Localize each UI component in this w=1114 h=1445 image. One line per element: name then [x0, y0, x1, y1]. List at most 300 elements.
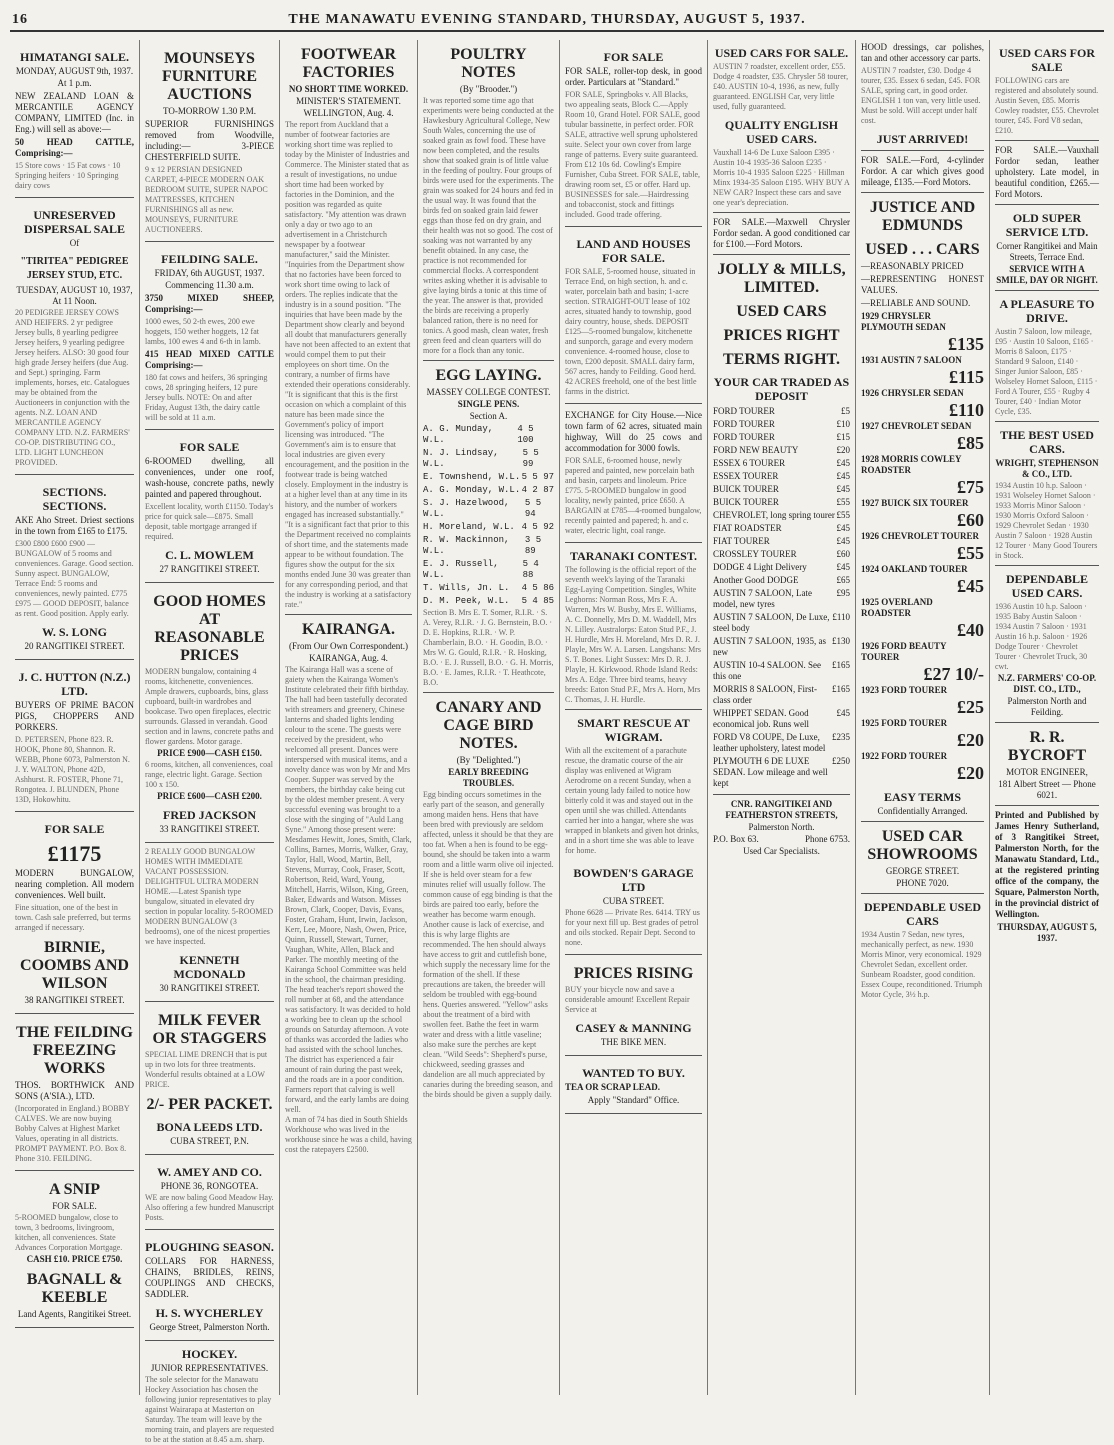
car-row-price: £235	[832, 732, 850, 742]
car-row-price: £45	[836, 536, 850, 546]
car-row	[713, 635, 850, 659]
section-heading: SINGLE PENS.	[457, 399, 520, 409]
filler-text: Egg binding occurs sometimes in the early part of the season, and generally among maiden hens. Hens that have been bred with previously are seldom affected, unless it should be that they are too fat. When a hen is found to be egg-bound, she should be taken into a warm room and a little warm olive oil injected. If she is held over steam for a few minutes relief will usually follow. The common cause of egg binding is that the birds are paired too early, before the weather has become warm enough. Another cause is lack of exercise, and this is why large flights are recommended. The hen should always have access to grit and cuttlefish bone, which supply the necessary lime for the formation of the shell. If these precautions are taken, the breeder will seldom be troubled with egg-bound hens. Queries answered. "Yellow" asks about the treatment of a bird with swollen feet. Bathe the feet in warm water and dress with a little vaseline; also make sure the perches are kept clean. "Wild Seeds": Shepherd's purse, chickweed, seeding grasses and dandelion are all much appreciated by canaries during the breeding season, and the birds should be given a supply daily.	[423, 790, 554, 1099]
divider	[995, 140, 1099, 141]
divider	[713, 254, 850, 255]
score-row-label: E. Townshend, W.L.	[423, 472, 521, 482]
article-subheading-2: MINISTER'S STATEMENT.	[296, 96, 401, 106]
article-dateline: KAIRANGA, Aug. 4.	[309, 653, 388, 663]
car-row-label: CHEVROLET, long spring tourer	[713, 510, 835, 520]
score-row	[423, 497, 554, 521]
agent-name: W. S. LONG	[42, 625, 107, 639]
mounseys-ad	[145, 40, 274, 242]
filler-text: Fine situation, one of the best in town. Cash sale preferred, but terms arranged if necessary.	[15, 903, 131, 932]
score-row	[423, 595, 554, 608]
filler-text: 1936 Austin 10 h.p. Saloon · 1935 Baby Austin Saloon · 1934 Austin 7 Saloon · 1931 Austin 16 h.p. Saloon · 1926 Dodge Tourer · Chevrolet Tourer · Chevrolet Truck, 30 cwt.	[995, 602, 1088, 671]
car-price-row-label: 1926 CHEVROLET TOURER	[861, 531, 980, 541]
ford-ad: FOR SALE.—Ford, 4-cylinder Fordor. A car which gives good mileage, £135.—Ford Motors.	[861, 155, 984, 187]
score-row-price: 4 2 87	[521, 485, 554, 495]
divider	[995, 805, 1099, 806]
car-price-row-label: 1929 CHRYSLER PLYMOUTH SEDAN	[861, 311, 946, 332]
car-row-price: £5	[841, 406, 850, 416]
vauxhall-ad: FOR SALE.—Vauxhall Fordor sedan, leather upholstery. Late model, in beautiful condition, £265.—Ford Motors.	[995, 145, 1099, 199]
filler-text: The following is the official report of the seventh week's laying of the Taranaki Egg-Laying Competition. Singles, White Leghorns: Norman Ross, Mrs F. A. Warren, Mrs W. Busby, Mrs E. Williams, A. C. Donnelly, Mrs D. M. Waddell, Mrs N. Lilley. Australorps: Eaton Stud P.F., J. H. Hurdle, Mrs H. Moreland, Mrs D. R. J. Playle, Mrs W. A. Larsen. Langshans: Mrs S. T. Bones. Light Sussex: Mrs D. R. J. Playle, H. Kirkwood. Rhode Island Reds: Mrs A. Edge. Three bird teams, heavy breeds: Eaton Stud P.F., Mrs A. Horn, Mrs C. Thomas, J. H. Hurdle.	[565, 565, 701, 704]
divider	[713, 212, 850, 213]
best-dealer: WRIGHT, STEPHENSON & CO., LTD.	[995, 458, 1099, 479]
car-row-price: £45	[836, 471, 850, 481]
agent-name: BAGNALL & KEEBLE	[26, 1271, 123, 1306]
score-row-label: H. Moreland, W.L.	[423, 522, 515, 532]
car-row-label: ESSEX 6 TOURER	[713, 458, 786, 468]
showrooms-address: GEORGE STREET.	[885, 866, 960, 876]
kairanga-article	[285, 621, 412, 1155]
car-row-label: FORD NEW BEAUTY	[713, 445, 799, 455]
car-row-label: AUSTIN 7 SALOON, De Luxe, steel body	[713, 612, 830, 633]
car-price-row	[861, 355, 984, 388]
milk-fever-ad	[145, 1002, 274, 1155]
filler-text: 1934 Austin 10 h.p. Saloon · 1931 Wolseley Hornet Saloon · 1933 Morris Minor Saloon · 1930 Morris Oxford Saloon · 1929 Chevrolet Sedan · 1930 Austin 7 Saloon · 1928 Austin 12 Tourer · Many Good Tourers in Stock.	[995, 481, 1098, 560]
car-row	[713, 561, 850, 574]
article-subheading: MASSEY COLLEGE CONTEST.	[426, 387, 551, 397]
car-price-row-label: 1928 MORRIS COWLEY ROADSTER	[861, 454, 962, 475]
footwear-article	[285, 46, 412, 610]
ad-lot: 3750 MIXED SHEEP, Comprising:—	[145, 293, 274, 314]
agent-name: BIRNIE, COOMBS AND WILSON	[20, 939, 129, 992]
article-subheading: (From Our Own Correspondent.)	[289, 641, 408, 651]
divider	[713, 794, 850, 795]
filler-text: The Kairanga Hall was a scene of gaiety when the Kairanga Women's Institute celebrated their fifth birthday. The hall had been tastefully decorated with streamers and greenery, Chinese lanterns and shaded lights lending colour to the scene. The guests were received by the president, who welcomed all present. Dances were interspersed with musical items, and a novelty dance was won by Mr and Mrs Cooper. Supper was served by the members, the birthday cake being cut by the oldest member present. A very successful evening was brought to a close with the singing of "Auld Lang Syne." Among those present were: Mesdames Hewitt, Jones, Smith, Clark, Collins, Barnes, Morris, Walker, Gray, Taylor, Hall, Wood, Martin, Bell, Stevens, Murray, Cook, Fraser, Scott, Robertson, Reid, Ward, Young, Mitchell, Harris, Wilson, King, Green, Baker, Edwards and Watson. Misses Brown, Clark, Cooper, Davis, Evans, Foster, Graham, Hunt, Irwin, Jackson, Kerr, Lee, Moore, Nash, Owen, Price, Quinn, Russell, Stewart, Turner, Vaughan, White, Allen, Black and Parker. The monthly meeting of the Kairanga School Committee was held in the school, the chairman presiding. The head teacher's report showed the roll number at 68, and the attendance was satisfactory. It was decided to hold a working bee to clean up the school grounds on Saturday afternoon. A vote of thanks was accorded the ladies who had assisted with the school lunches. The district has experienced a fair amount of rain during the past week, and the roads are in a poor condition. Farmers report that calving is well forward, and the early lambs are doing well.	[285, 665, 412, 1114]
car-row-price: £95	[836, 588, 850, 598]
ad-date: FRIDAY, 6th AUGUST, 1937.	[154, 268, 265, 278]
car-price-row	[861, 311, 984, 355]
car-row-label: FIAT ROADSTER	[713, 523, 782, 533]
page-number: 16	[12, 12, 28, 27]
ad-heading: SECTIONS. SECTIONS.	[42, 485, 107, 513]
dealer-box: P.O. Box 63.	[713, 834, 759, 844]
car-row	[713, 522, 850, 535]
car-row-label: FIAT TOURER	[713, 536, 770, 546]
divider	[861, 821, 984, 822]
car-price-row-label: 1926 FORD BEAUTY TOURER	[861, 641, 947, 662]
section-heading: USED CARS FOR SALE.	[714, 46, 849, 60]
car-price-row-price: £110	[948, 400, 984, 420]
filler-text: 1000 ewes, 50 2-th ewes, 200 ewe hoggets, 150 wether hoggets, 12 fat lambs, 100 ewes 4 and 6-th in lamb.	[145, 317, 261, 346]
car-row	[713, 496, 850, 509]
filler-text: With all the excitement of a parachute rescue, the dramatic course of the air display was enlivened at Wigram Aerodrome on a recent Sunday, when a certain young lady failed to notice how bitterly cold it was and stayed out in the open until she was chilled. Attendants carried her into a hangar, where she was wrapped in blankets and given hot drinks, and in a short time she was able to leave for home.	[565, 746, 699, 855]
traded-heading: YOUR CAR TRADED AS DEPOSIT	[713, 375, 850, 403]
section-subheading: Section A.	[469, 411, 508, 421]
car-price-row-price: £27 10/-	[923, 664, 984, 684]
dealer-name: JUSTICE AND EDMUNDS	[869, 199, 976, 234]
car-price-row-price: £45	[957, 576, 984, 596]
score-row-label: E. J. Russell, W.L.	[423, 559, 499, 580]
dep-heading: DEPENDABLE USED CARS.	[1005, 572, 1088, 600]
divider	[565, 709, 702, 710]
filler-text: AUSTIN 7 roadster, excellent order, £55. Dodge 4 roadster, £35. Chrysler 58 tourer, £40. AUSTIN 10-4, 1936, as new, fully guaranteed. ENGLISH Car, very little used, fully guaranteed.	[713, 62, 849, 111]
ad-apply: Apply "Standard" Office.	[587, 1095, 680, 1105]
car-row	[713, 548, 850, 561]
himatangi-sale-ad	[15, 40, 134, 198]
ad-price: PRICE £600—CASH £200.	[157, 791, 262, 801]
ad-text: BUYERS OF PRIME BACON PIGS, CHOPPERS AND PORKERS.	[15, 700, 134, 732]
egg-laying-results	[423, 367, 554, 688]
ad-heading: UNRESERVED DISPERSAL SALE	[23, 208, 126, 236]
car-row-price: £250	[832, 756, 850, 766]
car-row	[713, 574, 850, 587]
car-row-price: £130	[832, 636, 850, 646]
canary-article	[423, 699, 554, 1100]
divider	[423, 692, 554, 693]
car-price-row-price: £60	[957, 510, 984, 530]
car-row-price: £60	[836, 549, 850, 559]
filler-text: 20 PEDIGREE JERSEY COWS AND HEIFERS. 2 yr pedigree Jersey bulls, 8 yearling pedigree Jersey heifers, 9 yearling pedigree Jersey heifers. ALSO: 30 good four high grade Jersey heifers (due Aug. and Sept.) springing. Farm implements, horses, etc. Catalogues may be obtained from the Auctioneers in conjunction with the agents. N.Z. LOAN AND MERCANTILE AGENCY COMPANY LTD. N.Z. FARMERS' CO-OP. DISTRIBUTING CO., LTD. LIGHT LUNCHEON PROVIDED.	[15, 308, 130, 467]
divider	[861, 150, 984, 151]
dealer-address: Corner Rangitikei and Main Streets, Terrace End.	[996, 241, 1098, 262]
prices-rising-ad	[565, 955, 702, 1056]
divider	[995, 722, 1099, 723]
car-price-row-price: £85	[957, 433, 984, 453]
car-price-row-label: 1922 FORD TOURER	[861, 751, 948, 761]
used-cars-heading: USED . . . CARS	[865, 241, 980, 258]
score-row-price: 3 5 89	[524, 535, 542, 556]
car-row-label: AUSTIN 7 SALOON, Late model, new tyres	[713, 588, 812, 609]
score-row-label: T. Wills, Jn. L.	[423, 583, 510, 593]
car-price-row-label: 1927 CHEVROLET SEDAN	[861, 421, 972, 431]
article-byline: (By "Delighted.")	[456, 755, 521, 765]
article-heading: HOCKEY.	[181, 1347, 238, 1361]
column-5	[560, 40, 708, 1395]
poultry-article	[423, 46, 554, 356]
hutton-ad	[15, 660, 134, 812]
filler-text: D. PETERSEN, Phone 823. R. HOOK, Phone 80, Shannon. R. WEBB, Phone 6073, Palmerston N. J. Y. WALTON, Phone 42D, Ashhurst. R. FOSTER, Phone 71, Rongotea. J. BLUNDEN, Phone 13D, Hokowhitu.	[15, 735, 130, 804]
filler-text: WE are now baling Good Meadow Hay. Also offering a few hundred Manuscript Posts.	[145, 1193, 274, 1222]
score-row-price: 5 4 88	[522, 559, 539, 580]
dependable-heading: DEPENDABLE USED CARS	[863, 900, 982, 928]
ad-sub: Of	[69, 238, 80, 248]
quality-heading: QUALITY ENGLISH USED CARS.	[724, 118, 839, 146]
exchange-ad	[565, 404, 702, 543]
filler-text: £300 £800 £600 £900 — BUNGALOW of 5 rooms and conveniences. Garage. Good section. Sunny aspect. BUNGALOW, Terrace End: 5 rooms and conveniences, newly painted. £775 £975 — GOOD DEPOSIT, balance as rent. Good position. Apply early.	[15, 539, 134, 618]
filler-text: Phone 6628 — Private Res. 6414. TRY us for your next fill up. Best grades of petrol and oils stocked. Repair Dept. Second to none.	[565, 908, 700, 947]
hood-ad: HOOD dressings, car polishes, tan and other accessory car parts.	[861, 42, 984, 63]
car-price-row-label: 1926 CHRYSLER SEDAN	[861, 388, 964, 398]
firm-name: BONA LEEDS LTD.	[156, 1120, 263, 1134]
car-row	[713, 457, 850, 470]
taranaki-results	[565, 549, 702, 705]
wigram-article	[565, 716, 702, 856]
car-row-price: £10	[836, 419, 850, 429]
car-row	[713, 444, 850, 457]
ad-price: PRICE £900—CASH £150.	[157, 748, 262, 758]
score-row	[423, 521, 554, 534]
car-row-label: FORD TOURER	[713, 419, 775, 429]
article-heading: POULTRY NOTES	[450, 46, 527, 81]
filler-text: AUSTIN 7 roadster, £30. Dodge 4 tourer, £35. Essex 6 sedan, £45. FOR SALE, spring cart, in good order. ENGLISH 1 ton van, very little used. Must be sold. Will accept under half cost.	[861, 66, 981, 125]
newspaper-title: THE MANAWATU EVENING STANDARD, THURSDAY, AUGUST 5, 1937.	[288, 12, 806, 27]
filler-text: FOR SALE, 6-roomed house, newly papered and painted, new porcelain bath and basin, carpets and linoleum. Price £775. 5-ROOMED bungalow in good locality, newly painted, price £650. A BARGAIN at £785—4-roomed bungalow, recently painted and papered; h. and c. water, electric light, coal range.	[565, 456, 702, 535]
ad-heading: PRICES RISING	[573, 965, 694, 982]
firm-subtitle: THE BIKE MEN.	[600, 1037, 667, 1047]
divider	[285, 614, 412, 615]
car-row-price: £165	[832, 684, 850, 694]
ad-price: £1175	[47, 841, 102, 866]
filler-text: 15 Store cows · 15 Fat cows · 10 Springing heifers · 10 Springing dairy cows	[15, 161, 121, 190]
showrooms-heading: USED CAR SHOWROOMS	[867, 828, 978, 863]
dep-address: Palmerston North and Feilding.	[1007, 696, 1087, 717]
score-row-label: D. M. Peek, W.L.	[423, 596, 510, 606]
snip-ad	[15, 1171, 134, 1328]
forsale-bungalow-ad	[15, 812, 134, 1014]
score-row-price: 4 5 92	[521, 522, 554, 532]
score-row	[423, 423, 554, 447]
divider	[995, 565, 1099, 566]
score-row	[423, 534, 554, 558]
car-row-label: FORD TOURER	[713, 432, 775, 442]
dealer-slogan: SERVICE WITH A SMILE, DAY OR NIGHT.	[996, 264, 1098, 285]
car-row	[713, 755, 850, 790]
ad-text: THOS. BORTHWICK AND SONS (A'SIA.), LTD.	[15, 1080, 134, 1101]
firm-address: CUBA STREET, P.N.	[170, 1136, 249, 1146]
dep-dealer: N.Z. FARMERS' CO-OP. DIST. CO., LTD.,	[997, 673, 1097, 694]
ad-heading: FOR SALE	[179, 440, 240, 454]
filler-text: FOR SALE, 5-roomed house, situated in Terrace End, on high section, h. and c. water, porcelain bath and basin; 1-acre section. STRAIGHT-OUT lease of 102 acres, situated handy to township, good dairy country, house, sheds. DEPOSIT £125—5-roomed bungalow, kitchenette and sunporch, garage and every modern convenience. 4-roomed house, close to town, £200 deposit. SMALL dairy farm, 567 acres, handy to Feilding. Good herd. 42 ACRES freehold, one of the best little farms in the district.	[565, 267, 697, 396]
ad-heading: WANTED TO BUY.	[582, 1066, 685, 1080]
dealer-address: CNR. RANGITIKEI AND FEATHERSTON STREETS,	[725, 799, 838, 820]
car-row-price: £165	[832, 660, 850, 670]
car-row	[713, 405, 850, 418]
ad-heading: J. C. HUTTON (N.Z.) LTD.	[18, 670, 131, 698]
car-price-row	[861, 751, 984, 784]
ad-text: 6-ROOMED dwelling, all conveniences, under one roof, wash-house, concrete paths, newly painted and papered throughout.	[145, 456, 274, 499]
filler-text: (Incorporated in England.) BOBBY CALVES. We are now buying Bobby Calves at Highest Market Values, operating in all districts. PROMPT PAYMENT. P.O. Box 8. Phone 310. FEILDING.	[15, 1104, 130, 1163]
score-row-price: 4 5 86	[521, 583, 554, 593]
car-price-row-price: £25	[957, 697, 984, 717]
ad-heading: FOR SALE	[603, 50, 664, 64]
article-byline: (By "Brooder.")	[459, 84, 518, 94]
score-row-label: A. G. Monday, W.L.	[423, 485, 521, 495]
feilding-sale-ad	[145, 242, 274, 430]
car-row	[713, 611, 850, 635]
score-row	[423, 582, 554, 595]
agent-address: 27 RANGITIKEI STREET.	[159, 564, 260, 574]
column-2	[140, 40, 280, 1444]
dealer-slogan-used: USED CARS	[736, 303, 827, 320]
filler-text: FOLLOWING cars are registered and absolutely sound. Austin Seven, £85. Morris Cowley roadster, £55. Chevrolet tourer, £45. Ford V8 sedan, £210.	[995, 76, 1099, 135]
car-row-label: AUSTIN 10-4 SALOON. See this one	[713, 660, 821, 681]
ad-sub-heading: "TIRITEA" PEDIGREE JERSEY STUD, ETC.	[20, 256, 129, 281]
car-row	[713, 509, 850, 522]
score-row-label: N. J. Lindsay, W.L.	[423, 448, 499, 469]
car-price-row-price: £75	[957, 477, 984, 497]
car-row	[713, 707, 850, 731]
ad-heading: MOUNSEYS FURNITURE AUCTIONS	[161, 50, 258, 103]
car-row	[713, 535, 850, 548]
car-price-row-label: 1925 FORD TOURER	[861, 718, 948, 728]
dealer-slogan-terms: TERMS RIGHT.	[722, 351, 841, 368]
easy-terms-heading: EASY TERMS	[883, 790, 962, 804]
bycroft-address: 181 Albert Street — Phone 6021.	[998, 779, 1096, 800]
filler-text: 9 x 12 PERSIAN DESIGNED CARPET, 4-PIECE MODERN OAK BEDROOM SUITE, SUPER NAPOC MATTRESSES, KITCHEN FURNISHINGS all as new. MOUNSEYS, FURNITURE AUCTIONEERS.	[145, 165, 268, 234]
filler-text: "It is a significant fact that prior to this the Department received no complaints of short time, and the statements made appear to be without foundation. The figures show the output for the six months ended June 30 was greater than for any corresponding period, and that the industry is working at a satisfactory rate."	[285, 520, 412, 609]
car-row	[713, 587, 850, 611]
score-row-price: 4 5 100	[517, 424, 534, 445]
dispersal-sale-ad	[15, 198, 134, 475]
car-price-row	[861, 454, 984, 498]
filler-text: 180 fat cows and heifers, 36 springing cows, 28 springing heifers, 12 pure Jersey bulls. NOTE: On and after Friday, August 13th, the dairy cattle will be sold at 11 a.m.	[145, 373, 268, 422]
ad-price: CASH £10. PRICE £750.	[26, 1254, 123, 1264]
car-row-label: WHIPPET SEDAN. Good economical job. Runs well	[713, 708, 809, 729]
filler-text: Austin 7 Saloon, low mileage, £95 · Austin 10 Saloon, £165 · Morris 8 Saloon, £175 · Standard 9 Saloon, £140 · Singer Junior Saloon, £85 · Wolseley Hornet Saloon, £115 · Ford A Tourer, £55 · Rugby 4 Tourer, £40 · Indian Motor Cycle, £35.	[995, 327, 1098, 416]
ad-text: TEA OR SCRAP LEAD.	[565, 1082, 661, 1092]
bowden-ad	[565, 856, 702, 955]
amey-ad	[145, 1155, 274, 1230]
filler-text: Vauxhall 14-6 De Luxe Saloon £395 · Austin 10-4 1935-36 Saloon £235 · Morris 10-4 1935 Saloon £225 · Hillman Minx 1934-35 Saloon £195. WHY BUY A NEW CAR? Inspect these cars and save one year's depreciation.	[713, 148, 850, 207]
score-row-price: 5 5 99	[522, 448, 539, 469]
ad-sub: FOR SALE.	[52, 1201, 97, 1211]
section-heading: USED CARS FOR SALE	[998, 46, 1095, 74]
car-row-price: £45	[836, 458, 850, 468]
filler-text: 1934 Austin 7 Sedan, new tyres, mechanically perfect, as new. 1930 Morris Minor, very economical. 1929 Chevrolet Sedan, excellent order. Sunbeam Roadster, good condition. Essex Coupe, reconditioned. Triumph Motor Cycle, 3½ h.p.	[861, 930, 983, 999]
car-row-label: CROSSLEY TOURER	[713, 549, 797, 559]
car-row-price: £110	[832, 612, 850, 622]
car-row-label: FORD TOURER	[713, 406, 775, 416]
imprint: Printed and Published by James Henry Sutherland, of 3 Rangitikei Street, Palmerston North, for the Manawatu Standard, Ltd., at the registered printing office of the company, the Square, Palmerston North, in the provincial district of Wellington.	[995, 810, 1099, 919]
bycroft-sub: MOTOR ENGINEER,	[1006, 767, 1088, 777]
agent-address: 33 RANGITIKEI STREET.	[159, 824, 260, 834]
filler-text: The report from Auckland that a number of footwear factories are working short time was replied to today by the Minister of Industries and Commerce. The Minister stated that as a result of investigations, no undue short time had been worked by factories in the Dominion, and the position was regarded as quite satisfactory. "My attention was drawn only a day or two ago to an advertisement in a Christchurch newspaper by a footwear manufacturer," said the Minister. "Inquiries from the Department show that no factories have been forced to work short time owing to lack of orders. The replies indicate that the industry is in a sound position. "The inquiries that have been made by the Department show clearly and beyond all doubt that manufacturers generally have not been affected to an extent that would compel them to put their employees on short time. On the contrary, a number of firms have extended their operations considerably. "It is significant that this is the first occasion on which a complaint of this nature has been made since the Government's policy of import licensing was introduced. "The Government's aim is to ensure that local industries are given every encouragement, and the position in the footwear trade is being watched closely. Employment in the industry is at a higher level than at any time in its history, and the number of workers engaged has increased substantially."	[285, 120, 411, 519]
score-row-label: R. W. Mackinnon, W.L.	[423, 535, 510, 556]
car-row-label: DODGE 4 Light Delivery	[713, 562, 807, 572]
mcdonald-ad	[145, 843, 274, 1002]
car-row-label: FORD V8 COUPE, De Luxe, leather upholstery, latest model	[713, 732, 826, 753]
car-price-row-label: 1924 OAKLAND TOURER	[861, 564, 968, 574]
dealer-specialists: Used Car Specialists.	[743, 846, 820, 856]
car-price-row-price: £20	[957, 730, 984, 750]
car-row-price: £55	[836, 497, 850, 507]
car-price-row-label: 1923 FORD TOURER	[861, 685, 948, 695]
filler-text: 2 REALLY GOOD BUNGALOW HOMES WITH IMMEDIATE VACANT POSSESSION. DELIGHTFUL ULTRA MODERN HOME.—Latest Spanish type bungalow, situated in elevated dry section in popular locality. 5-ROOMED MODERN BUNGALOW (3 bedrooms), one of the nicest properties we have inspected.	[145, 847, 274, 946]
car-row-label: PLYMOUTH 6 DE LUXE SEDAN. Low mileage and well kept	[713, 756, 828, 788]
car-row-label: MORRIS 8 SALOON, First-class order	[713, 684, 818, 705]
filler-text: BUY your bicycle now and save a considerable amount! Excellent Repair Service at	[565, 985, 690, 1014]
divider	[995, 421, 1099, 422]
good-homes-ad	[145, 583, 274, 843]
ad-time: TO-MORROW 1.30 P.M.	[163, 106, 256, 116]
pleasure-heading: A PLEASURE TO DRIVE.	[999, 297, 1095, 325]
ad-time: Commencing 11.30 a.m.	[165, 280, 254, 290]
score-row	[423, 447, 554, 471]
land-houses-ad	[565, 227, 702, 404]
divider	[995, 290, 1099, 291]
car-row-price: £45	[836, 708, 850, 718]
ad-heading: HIMATANGI SALE.	[20, 50, 129, 64]
column-4	[418, 40, 560, 1395]
dealer-town: Palmerston North.	[748, 822, 815, 832]
car-price-row-price: £115	[948, 367, 984, 387]
firm-name: BOWDEN'S GARAGE LTD	[573, 866, 694, 894]
freezing-works-ad	[15, 1014, 134, 1171]
car-price-row-price: £55	[957, 543, 984, 563]
ad-heading: FOR SALE	[44, 822, 105, 836]
dealer-name: JOLLY & MILLS, LIMITED.	[717, 261, 846, 296]
easy-terms-sub: Confidentially Arranged.	[877, 806, 968, 816]
ad-heading: GOOD HOMES AT REASONABLE PRICES	[153, 593, 266, 664]
dealer-contact	[713, 834, 850, 845]
car-row-label: BUICK TOURER	[713, 497, 779, 507]
slogan-3: —RELIABLE AND SOUND.	[861, 298, 971, 308]
firm-name: W. AMEY AND CO.	[157, 1165, 262, 1179]
column-7	[856, 40, 990, 1395]
filler-text: FOR SALE, Springboks v. All Blacks, two appealing seats, Block C.—Apply Room 10, Grand Hotel. FOR SALE, good tubular bassinette, in perfect order. FOR SALE, attractive well sprung upholstered suite. Select your own cover from large range of patterns. Every suite guaranteed. From £12 10s 6d. Cowling's Empire Furnisher, Cuba Street. FOR SALE, table, drawing room set, £5 or offer. Hard up. BUSINESSES for sale.—Hairdressing and tobacconist, stock and fittings included. Good trade offering.	[565, 90, 700, 219]
article-heading: FOOTWEAR FACTORIES	[300, 46, 397, 81]
car-row-price: £20	[836, 445, 850, 455]
showrooms-phone: PHONE 7020.	[896, 878, 949, 888]
agent-address: 38 RANGITIKEI STREET.	[24, 995, 125, 1005]
forsale-dwelling-ad	[145, 430, 274, 583]
car-row	[713, 470, 850, 483]
dealer-phone: Phone 6753.	[805, 834, 850, 844]
ad-heading: FEILDING SALE.	[161, 252, 258, 266]
car-list	[713, 405, 850, 790]
car-price-row-price: £20	[957, 763, 984, 783]
agent-address: 30 RANGITIKEI STREET.	[159, 983, 260, 993]
article-subheading: EARLY BREEDING TROUBLES.	[448, 767, 529, 788]
article-dateline: WELLINGTON, Aug. 4.	[303, 108, 394, 118]
score-row-price: 5 5 97	[521, 472, 554, 482]
masthead	[10, 12, 1104, 32]
ad-text: SUPERIOR FURNISHINGS removed from Woodville, including:— 3-PIECE CHESTERFIELD SUITE.	[145, 119, 274, 162]
car-row-label: Another Good DODGE	[713, 575, 799, 585]
column-8	[990, 40, 1104, 1395]
ad-date: MONDAY, AUGUST 9th, 1937.	[15, 66, 134, 76]
car-price-row	[861, 498, 984, 531]
filler-text: It was reported some time ago that experiments were being conducted at the Hawkesbury Agricultural College, New South Wales, concerning the use of soaked grain as fowl food. These have now been completed, and the results show that soaked grain is of little value in the feeding of poultry. Four groups of birds were used for the experiments. The grain was soaked for 24 hours and fed in the usual way. It was found that the birds fed on soaked grain laid fewer eggs than those fed on dry grain, and their health was not so good. The cost of soaking was not warranted by any benefit obtained. In any case, the practice is not recommended for commercial flocks. A correspondent writes asking whether it is advisable to give laying birds a tonic at this time of the year. The answer is that, provided the birds are receiving a properly balanced ration, there is no need for tonics. A good mash, clean water, fresh green feed and clean quarters will do more for a flock than any tonic.	[423, 96, 554, 355]
bycroft-name: R. R. BYCROFT	[1007, 729, 1087, 764]
score-row-label: S. J. Hazelwood, W.L.	[423, 498, 510, 519]
article-heading: SMART RESCUE AT WIGRAM.	[577, 716, 690, 744]
filler-text: MODERN bungalow, containing 4 rooms, kitchenette, conveniences. Ample drawers, cupboards, bins, glass cupboard, built-in wardrobes and bookcase. Two open fireplaces, electric surrounds. Glassed in verandah. Good section and in lawns, concrete paths and flower gardens. Motor garage.	[145, 667, 274, 746]
forsale-classifieds	[565, 40, 702, 227]
divider	[861, 893, 984, 894]
car-price-row	[861, 597, 984, 641]
car-price-row-label: 1925 OVERLAND ROADSTER	[861, 597, 933, 618]
ad-heading: A SNIP	[48, 1181, 101, 1198]
article-heading: TARANAKI CONTEST.	[570, 549, 697, 563]
slogan-2: —REPRESENTING HONEST VALUES.	[861, 274, 984, 295]
maxwell-ad: FOR SALE.—Maxwell Chrysler Fordor sedan. A good conditioned car for £100.—Ford Motors.	[713, 217, 850, 249]
filler-text: A man of 74 has died in South Shields Workhouse who was lived in the workhouse since he was a child, having cost the ratepayers £2500.	[285, 1115, 412, 1154]
car-row	[713, 683, 850, 707]
car-price-row	[861, 564, 984, 597]
ad-heading: THE FEILDING FREEZING WORKS	[16, 1024, 133, 1077]
article-heading: CANARY AND CAGE BIRD NOTES.	[435, 699, 542, 752]
firm-name: CASEY & MANNING	[575, 1021, 692, 1035]
car-price-row-label: 1931 AUSTIN 7 SALOON	[861, 355, 962, 365]
column-3	[280, 40, 418, 1395]
firm-address: George Street, Palmerston North.	[149, 1322, 270, 1332]
car-row-price: £55	[836, 510, 850, 520]
divider	[995, 204, 1099, 205]
just-arrived-heading: JUST ARRIVED!	[876, 132, 969, 146]
car-row	[713, 418, 850, 431]
car-price-row	[861, 718, 984, 751]
ad-text: COLLARS FOR HARNESS, CHAINS, BRIDLES, REINS, COUPLINGS AND CHECKS, SADDLER.	[145, 1256, 274, 1299]
agent-name: C. L. MOWLEM	[165, 548, 254, 562]
car-row-price: £15	[836, 432, 850, 442]
filler-text: The sole selector for the Manawatu Hockey Association has chosen the following junior representatives to play against Wairarapa at Masterton on Saturday. The team will leave by the morning train, and players are requested to be at the station at 8.45 a.m. sharp.	[145, 1375, 274, 1444]
car-price-row	[861, 531, 984, 564]
agent-address: 20 RANGITIKEI STREET.	[24, 641, 125, 651]
